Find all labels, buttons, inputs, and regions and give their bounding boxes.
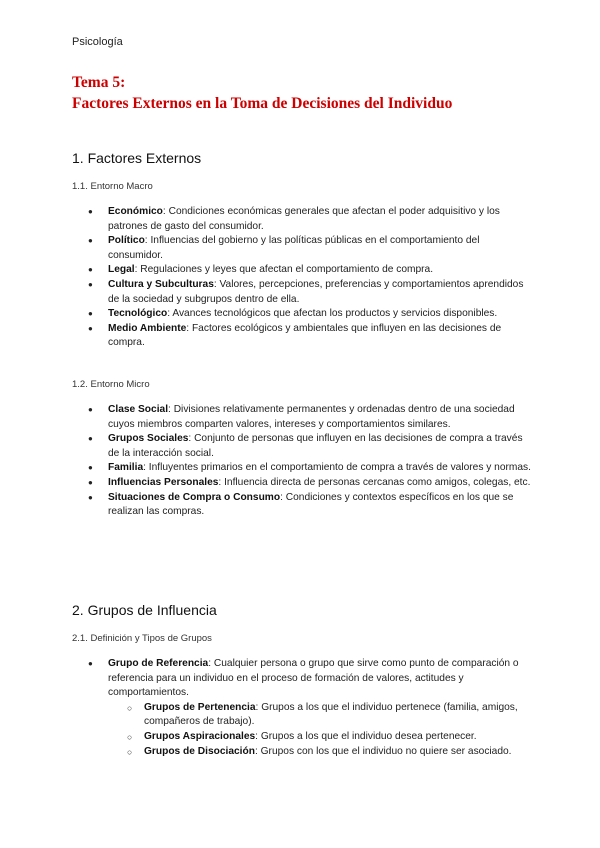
item-desc: : Grupos a los que el individuo pertenece (familia, amigos, compañeros de trabajo).	[144, 701, 518, 728]
macro-factor-list	[72, 205, 532, 351]
list-item	[72, 657, 532, 759]
item-desc: : Factores ecológicos y ambientales que influyen en las decisiones de compra.	[108, 322, 502, 349]
item-term: Grupos Sociales	[108, 433, 189, 445]
item-term: Grupo de Referencia	[108, 658, 209, 669]
list-item	[72, 432, 532, 461]
subsection-2-1-heading: 2.1. Definición y Tipos de Grupos	[72, 633, 212, 644]
list-item	[72, 403, 532, 432]
document-title	[72, 72, 542, 114]
sub-list-item	[108, 745, 532, 760]
item-term: Familia	[108, 462, 144, 474]
item-desc: : Avances tecnológicos que afectan los productos y servicios disponibles.	[167, 308, 498, 320]
item-term: Influencias Personales	[108, 476, 219, 488]
item-desc: : Valores, percepciones, preferencias y comportamientos aprendidos de la sociedad y subgrupos dentro de ella.	[108, 278, 524, 305]
item-term: Político	[108, 235, 145, 247]
list-item	[72, 461, 532, 476]
item-desc: : Condiciones económicas generales que afectan el poder adquisitivo y los patrones de gasto del consumidor.	[108, 206, 500, 232]
reference-group-sublist	[108, 701, 532, 759]
item-term: Clase Social	[108, 404, 169, 415]
reference-group-list	[72, 657, 532, 759]
section-2-heading: 2. Grupos de Influencia	[72, 602, 217, 618]
item-term: Tecnológico	[108, 308, 168, 320]
section-1-heading: 1. Factores Externos	[72, 150, 202, 166]
item-term: Legal	[108, 264, 135, 276]
item-term: Grupos de Pertenencia	[144, 701, 256, 713]
item-term: Grupos de Disociación	[144, 745, 255, 757]
list-item	[72, 476, 532, 491]
item-desc: : Regulaciones y leyes que afectan el comportamiento de compra.	[134, 264, 434, 276]
title-line-1: Tema 5:	[72, 74, 126, 91]
micro-factor-list	[72, 403, 532, 520]
list-item	[72, 307, 532, 322]
list-item	[72, 491, 532, 520]
sub-list-item	[108, 701, 532, 730]
sub-list-item	[108, 730, 532, 745]
item-desc: : Grupos a los que el individuo desea pertenecer.	[255, 730, 477, 742]
subsection-1-1-heading: 1.1. Entorno Macro	[72, 181, 153, 192]
list-item	[72, 322, 532, 351]
item-term: Cultura y Subculturas	[108, 278, 214, 290]
item-desc: : Influencias del gobierno y las políticas públicas en el comportamiento del consumidor.	[108, 235, 480, 261]
item-desc: : Divisiones relativamente permanentes y ordenadas dentro de una sociedad cuyos miembros comparten valores, intereses y comportamientos similares.	[108, 404, 515, 430]
item-term: Grupos Aspiracionales	[144, 730, 256, 742]
page-header: Psicología	[72, 36, 123, 48]
item-desc: : Influencia directa de personas cercanas como amigos, colegas, etc.	[218, 476, 531, 488]
item-desc: : Conjunto de personas que influyen en las decisiones de compra a través de la interacción social.	[108, 433, 523, 459]
list-item	[72, 263, 532, 278]
item-term: Medio Ambiente	[108, 322, 187, 334]
item-term: Situaciones de Compra o Consumo	[108, 491, 281, 503]
title-line-2: Factores Externos en la Toma de Decisiones del Individuo	[72, 95, 453, 112]
subsection-1-2-heading: 1.2. Entorno Micro	[72, 379, 150, 390]
item-desc: : Influyentes primarios en el comportamiento de compra a través de valores y normas.	[143, 462, 531, 474]
item-term: Económico	[108, 206, 163, 217]
item-desc: : Condiciones y contextos específicos en los que se realizan las compras.	[108, 491, 514, 518]
item-desc: : Cualquier persona o grupo que sirve como punto de comparación o referencia para un individuo en el proceso de formación de valores, actitudes y comportamientos.	[108, 658, 519, 699]
list-item	[72, 278, 532, 307]
list-item	[72, 205, 532, 234]
list-item	[72, 234, 532, 263]
item-desc: : Grupos con los que el individuo no quiere ser asociado.	[254, 745, 512, 757]
